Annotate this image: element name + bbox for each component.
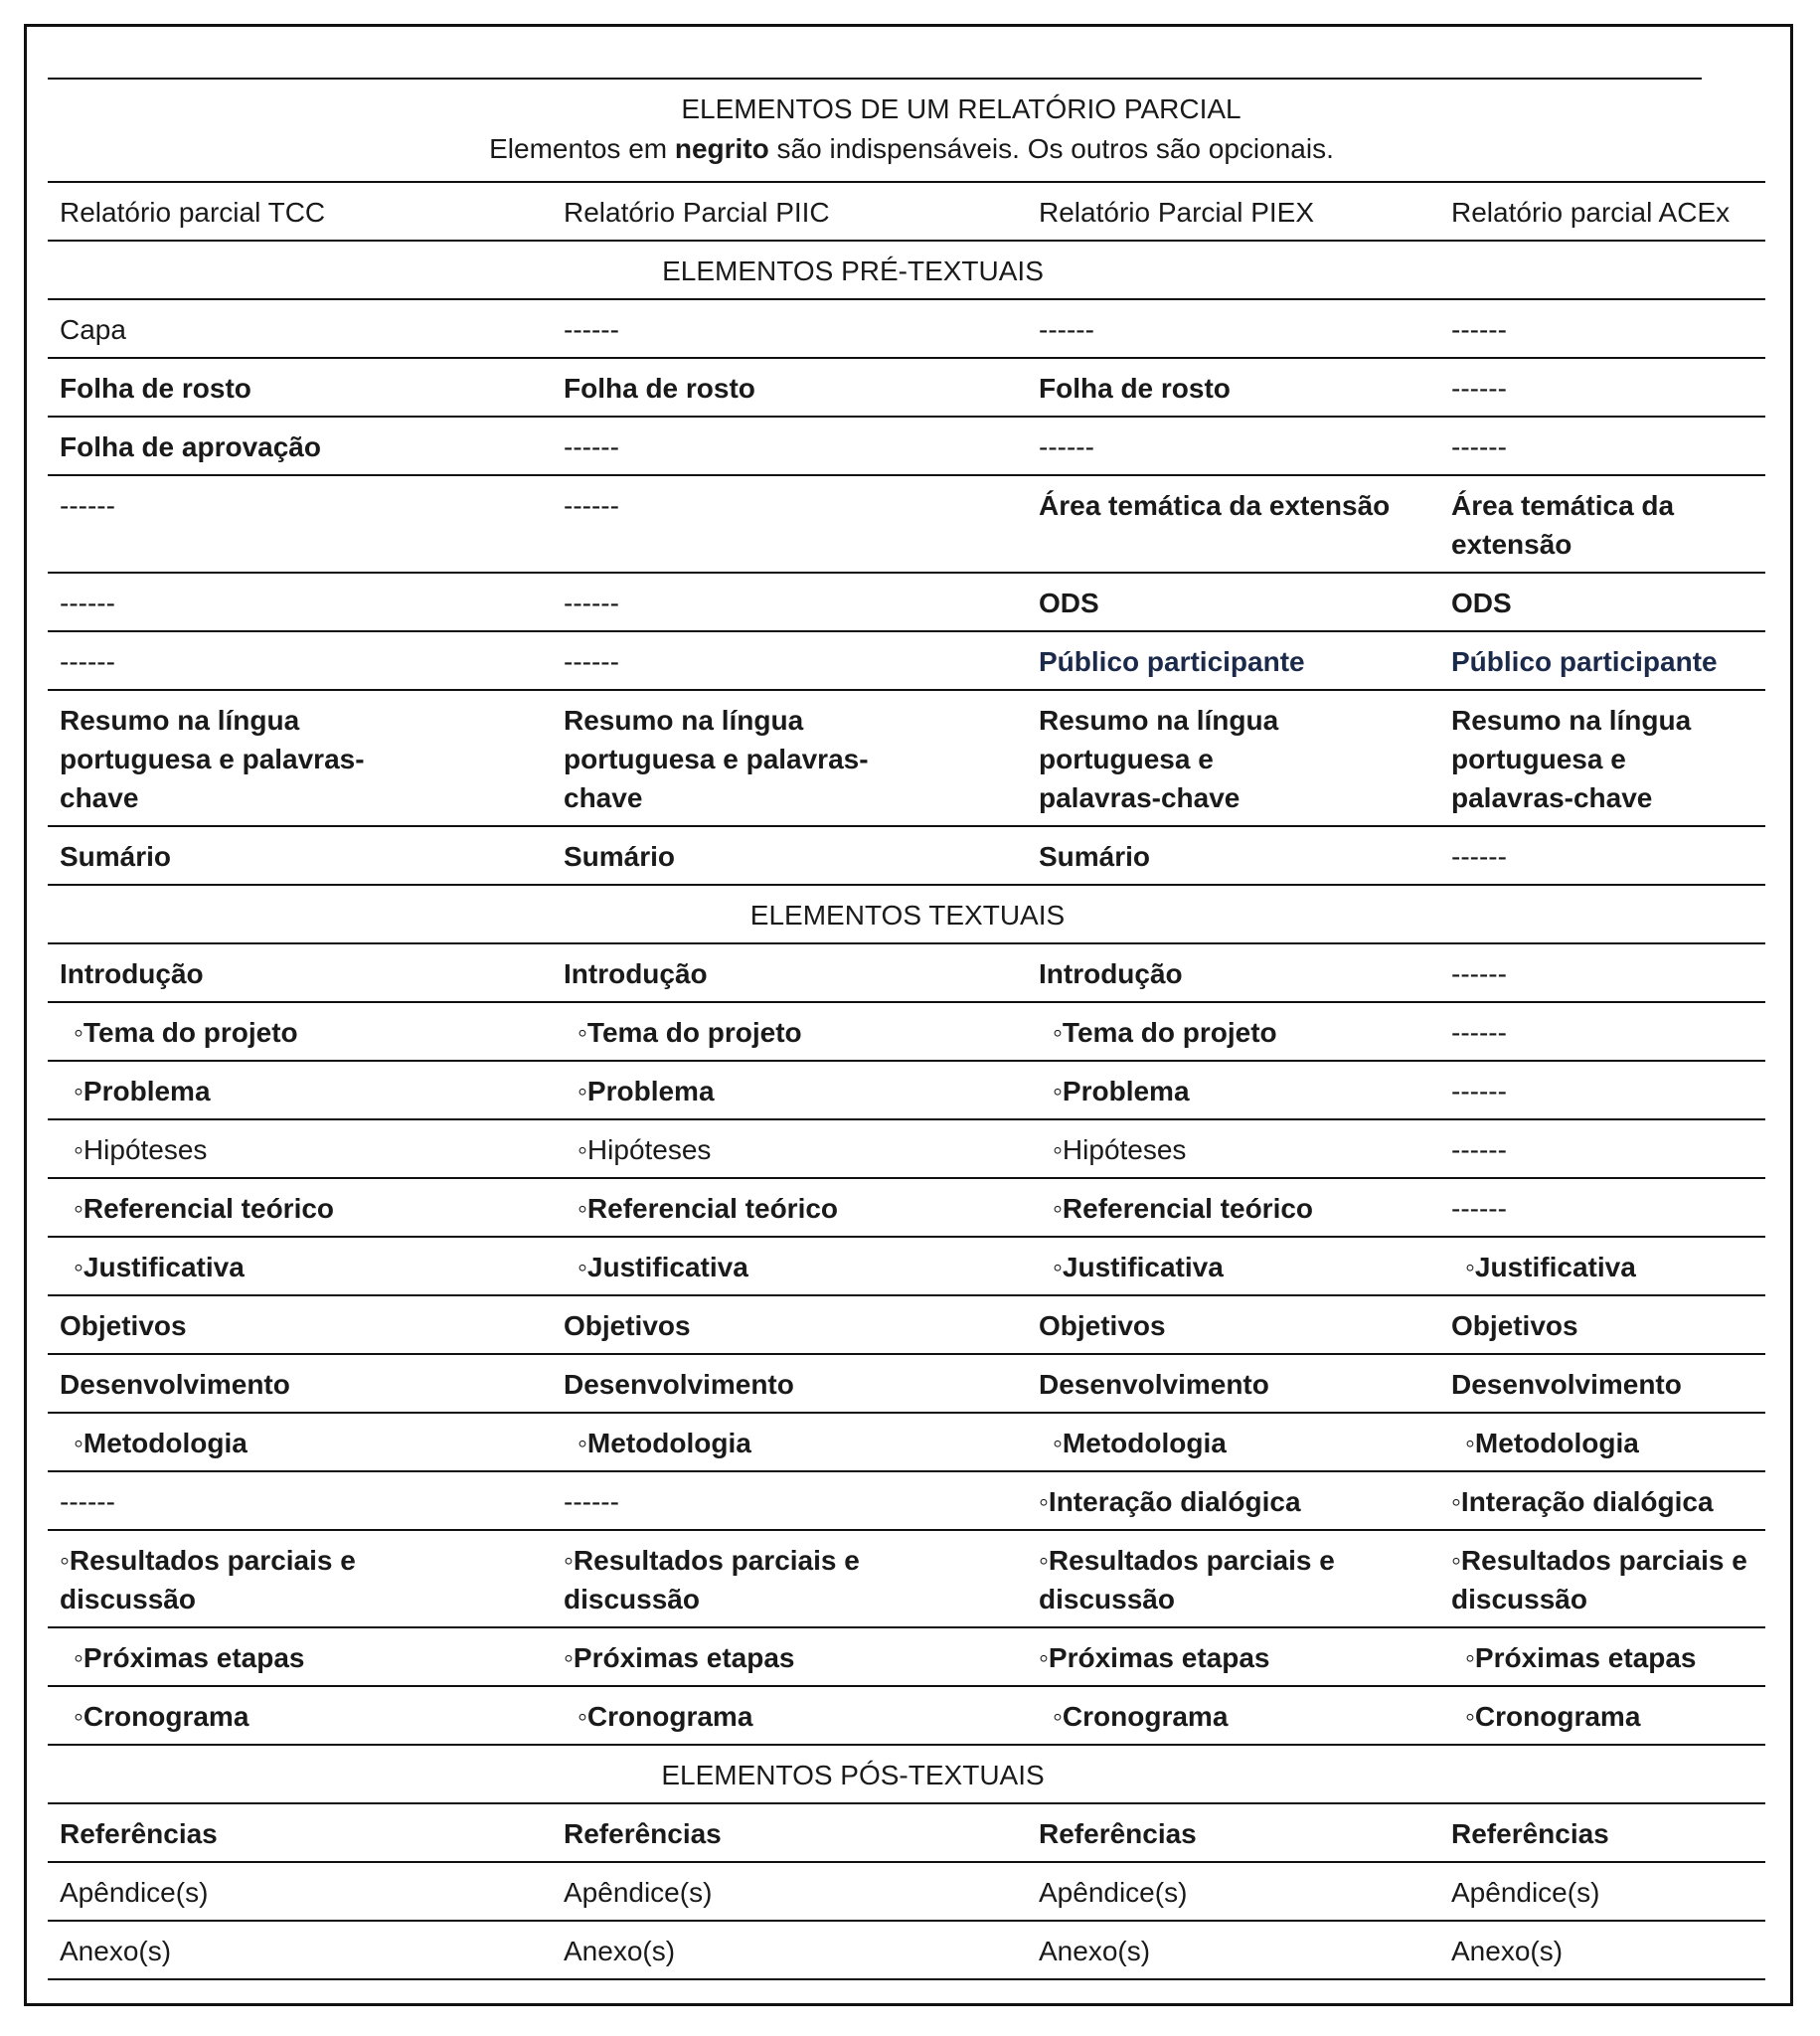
cell: Apêndice(s)	[1027, 1862, 1439, 1921]
cell: Objetivos	[1027, 1295, 1439, 1354]
cell: ------	[1439, 826, 1765, 885]
table-row	[48, 826, 1765, 885]
cell: Folha de rosto	[1027, 358, 1439, 417]
table-row	[48, 1061, 1765, 1119]
cell: ◦Tema do projeto	[1027, 1002, 1439, 1061]
cell: ------	[552, 631, 1027, 690]
subtitle-suffix: são indispensáveis. Os outros são opcionais.	[768, 133, 1334, 164]
cell: Capa	[48, 299, 552, 358]
cell: Desenvolvimento	[552, 1354, 1027, 1413]
cell: ◦Resultados parciais e discussão	[1027, 1530, 1439, 1627]
cell: Apêndice(s)	[48, 1862, 552, 1921]
cell: Apêndice(s)	[552, 1862, 1027, 1921]
subtitle-bold-word: negrito	[674, 133, 769, 164]
table-row	[48, 1119, 1765, 1178]
table-row	[48, 690, 1765, 826]
cell: ◦Próximas etapas	[1439, 1627, 1765, 1686]
cell: ◦Justificativa	[48, 1237, 552, 1295]
cell: ◦Resultados parciais e discussão	[48, 1530, 552, 1627]
cell: ------	[1439, 299, 1765, 358]
cell: ◦Tema do projeto	[48, 1002, 552, 1061]
cell: Área temática da extensão	[1439, 475, 1765, 573]
cell: ◦Hipóteses	[1027, 1119, 1439, 1178]
cell: ◦Próximas etapas	[552, 1627, 1027, 1686]
cell: Folha de rosto	[552, 358, 1027, 417]
section-label: ELEMENTOS PÓS-TEXTUAIS	[661, 1760, 1045, 1790]
document-header	[48, 89, 1765, 169]
cell: ------	[48, 573, 552, 631]
cell: Resumo na língua portuguesa e palavras-chave	[48, 690, 552, 826]
cell: Referências	[1439, 1803, 1765, 1862]
cell: ------	[552, 475, 1027, 573]
cell: ◦Interação dialógica	[1027, 1471, 1439, 1530]
cell: Introdução	[552, 943, 1027, 1002]
cell: ------	[552, 417, 1027, 475]
cell: Referências	[1027, 1803, 1439, 1862]
table-row	[48, 358, 1765, 417]
cell: ◦Justificativa	[1027, 1237, 1439, 1295]
table-row	[48, 1002, 1765, 1061]
table-row	[48, 1471, 1765, 1530]
cell: Resumo na língua portuguesa e palavras-chave	[552, 690, 1027, 826]
cell: Referências	[552, 1803, 1027, 1862]
cell: ------	[552, 299, 1027, 358]
table-row	[48, 1354, 1765, 1413]
table-row	[48, 1627, 1765, 1686]
section-row-textual	[48, 885, 1765, 943]
subtitle-prefix: Elementos em	[489, 133, 675, 164]
cell: ------	[552, 573, 1027, 631]
elements-table	[48, 181, 1765, 1980]
table-row	[48, 1295, 1765, 1354]
column-header-tcc: Relatório parcial TCC	[48, 182, 552, 241]
cell: ◦Cronograma	[552, 1686, 1027, 1745]
table-row	[48, 299, 1765, 358]
cell: Anexo(s)	[1439, 1921, 1765, 1979]
cell: ------	[1439, 943, 1765, 1002]
cell: ------	[1439, 1119, 1765, 1178]
cell: ◦Problema	[48, 1061, 552, 1119]
cell: Objetivos	[1439, 1295, 1765, 1354]
cell: ◦Referencial teórico	[552, 1178, 1027, 1237]
cell: Desenvolvimento	[1027, 1354, 1439, 1413]
cell: ◦Metodologia	[48, 1413, 552, 1471]
cell: Objetivos	[552, 1295, 1027, 1354]
cell: Apêndice(s)	[1439, 1862, 1765, 1921]
cell: ------	[1439, 1002, 1765, 1061]
table-row	[48, 631, 1765, 690]
table-row	[48, 1921, 1765, 1979]
section-label: ELEMENTOS TEXTUAIS	[749, 900, 1066, 931]
table-row	[48, 1530, 1765, 1627]
top-divider	[48, 78, 1702, 80]
cell: Resumo na língua portuguesa e palavras-chave	[1027, 690, 1439, 826]
cell: ◦Resultados parciais e discussão	[1439, 1530, 1765, 1627]
document-subtitle	[48, 129, 1765, 169]
table-row	[48, 1803, 1765, 1862]
cell: ------	[1439, 417, 1765, 475]
cell: Sumário	[48, 826, 552, 885]
section-row-pre-textual	[48, 241, 1765, 299]
cell: Sumário	[1027, 826, 1439, 885]
cell: ◦Referencial teórico	[1027, 1178, 1439, 1237]
cell: ◦Cronograma	[1027, 1686, 1439, 1745]
document-title: ELEMENTOS DE UM RELATÓRIO PARCIAL	[681, 93, 1241, 124]
cell: ◦Próximas etapas	[48, 1627, 552, 1686]
cell: ◦Interação dialógica	[1439, 1471, 1765, 1530]
table-row	[48, 1237, 1765, 1295]
cell: ◦Resultados parciais e discussão	[552, 1530, 1027, 1627]
cell: ------	[1439, 1061, 1765, 1119]
table-row	[48, 475, 1765, 573]
section-title-pre-textual	[48, 241, 1765, 299]
cell: ◦Cronograma	[1439, 1686, 1765, 1745]
cell: Introdução	[48, 943, 552, 1002]
cell: ◦Metodologia	[1439, 1413, 1765, 1471]
cell: ◦Cronograma	[48, 1686, 552, 1745]
cell: ------	[1027, 417, 1439, 475]
cell: ------	[48, 1471, 552, 1530]
column-header-acex: Relatório parcial ACEx	[1439, 182, 1765, 241]
cell: Desenvolvimento	[48, 1354, 552, 1413]
cell: ------	[48, 475, 552, 573]
table-row	[48, 1413, 1765, 1471]
table-row	[48, 943, 1765, 1002]
cell: Área temática da extensão	[1027, 475, 1439, 573]
cell: ◦Metodologia	[1027, 1413, 1439, 1471]
cell: Introdução	[1027, 943, 1439, 1002]
cell: ◦Hipóteses	[552, 1119, 1027, 1178]
section-row-post-textual	[48, 1745, 1765, 1803]
cell: ODS	[1439, 573, 1765, 631]
cell: ◦Próximas etapas	[1027, 1627, 1439, 1686]
cell: Sumário	[552, 826, 1027, 885]
cell: Folha de rosto	[48, 358, 552, 417]
cell: Folha de aprovação	[48, 417, 552, 475]
cell: ODS	[1027, 573, 1439, 631]
cell: Objetivos	[48, 1295, 552, 1354]
cell: Desenvolvimento	[1439, 1354, 1765, 1413]
section-title-post-textual	[48, 1745, 1765, 1803]
cell: ◦Tema do projeto	[552, 1002, 1027, 1061]
cell: Referências	[48, 1803, 552, 1862]
table-row	[48, 417, 1765, 475]
table-row	[48, 1178, 1765, 1237]
cell: ◦Problema	[552, 1061, 1027, 1119]
section-label: ELEMENTOS PRÉ-TEXTUAIS	[662, 255, 1044, 286]
table-row	[48, 1862, 1765, 1921]
table-row	[48, 573, 1765, 631]
cell: ------	[48, 631, 552, 690]
cell: Público participante	[1027, 631, 1439, 690]
cell: ◦Problema	[1027, 1061, 1439, 1119]
column-header-piex: Relatório Parcial PIEX	[1027, 182, 1439, 241]
column-header-piic: Relatório Parcial PIIC	[552, 182, 1027, 241]
cell: ------	[1439, 1178, 1765, 1237]
cell: ------	[552, 1471, 1027, 1530]
header-row	[48, 182, 1765, 241]
cell: ◦Metodologia	[552, 1413, 1027, 1471]
cell: ◦Hipóteses	[48, 1119, 552, 1178]
cell: Anexo(s)	[552, 1921, 1027, 1979]
cell: Público participante	[1439, 631, 1765, 690]
cell: ------	[1439, 358, 1765, 417]
cell: Anexo(s)	[48, 1921, 552, 1979]
cell: ◦Justificativa	[552, 1237, 1027, 1295]
section-title-textual	[48, 885, 1765, 943]
cell: ◦Justificativa	[1439, 1237, 1765, 1295]
cell: ------	[1027, 299, 1439, 358]
table-row	[48, 1686, 1765, 1745]
cell: ◦Referencial teórico	[48, 1178, 552, 1237]
elements-table-wrapper	[48, 181, 1765, 1980]
cell: Resumo na língua portuguesa e palavras-chave	[1439, 690, 1765, 826]
cell: Anexo(s)	[1027, 1921, 1439, 1979]
